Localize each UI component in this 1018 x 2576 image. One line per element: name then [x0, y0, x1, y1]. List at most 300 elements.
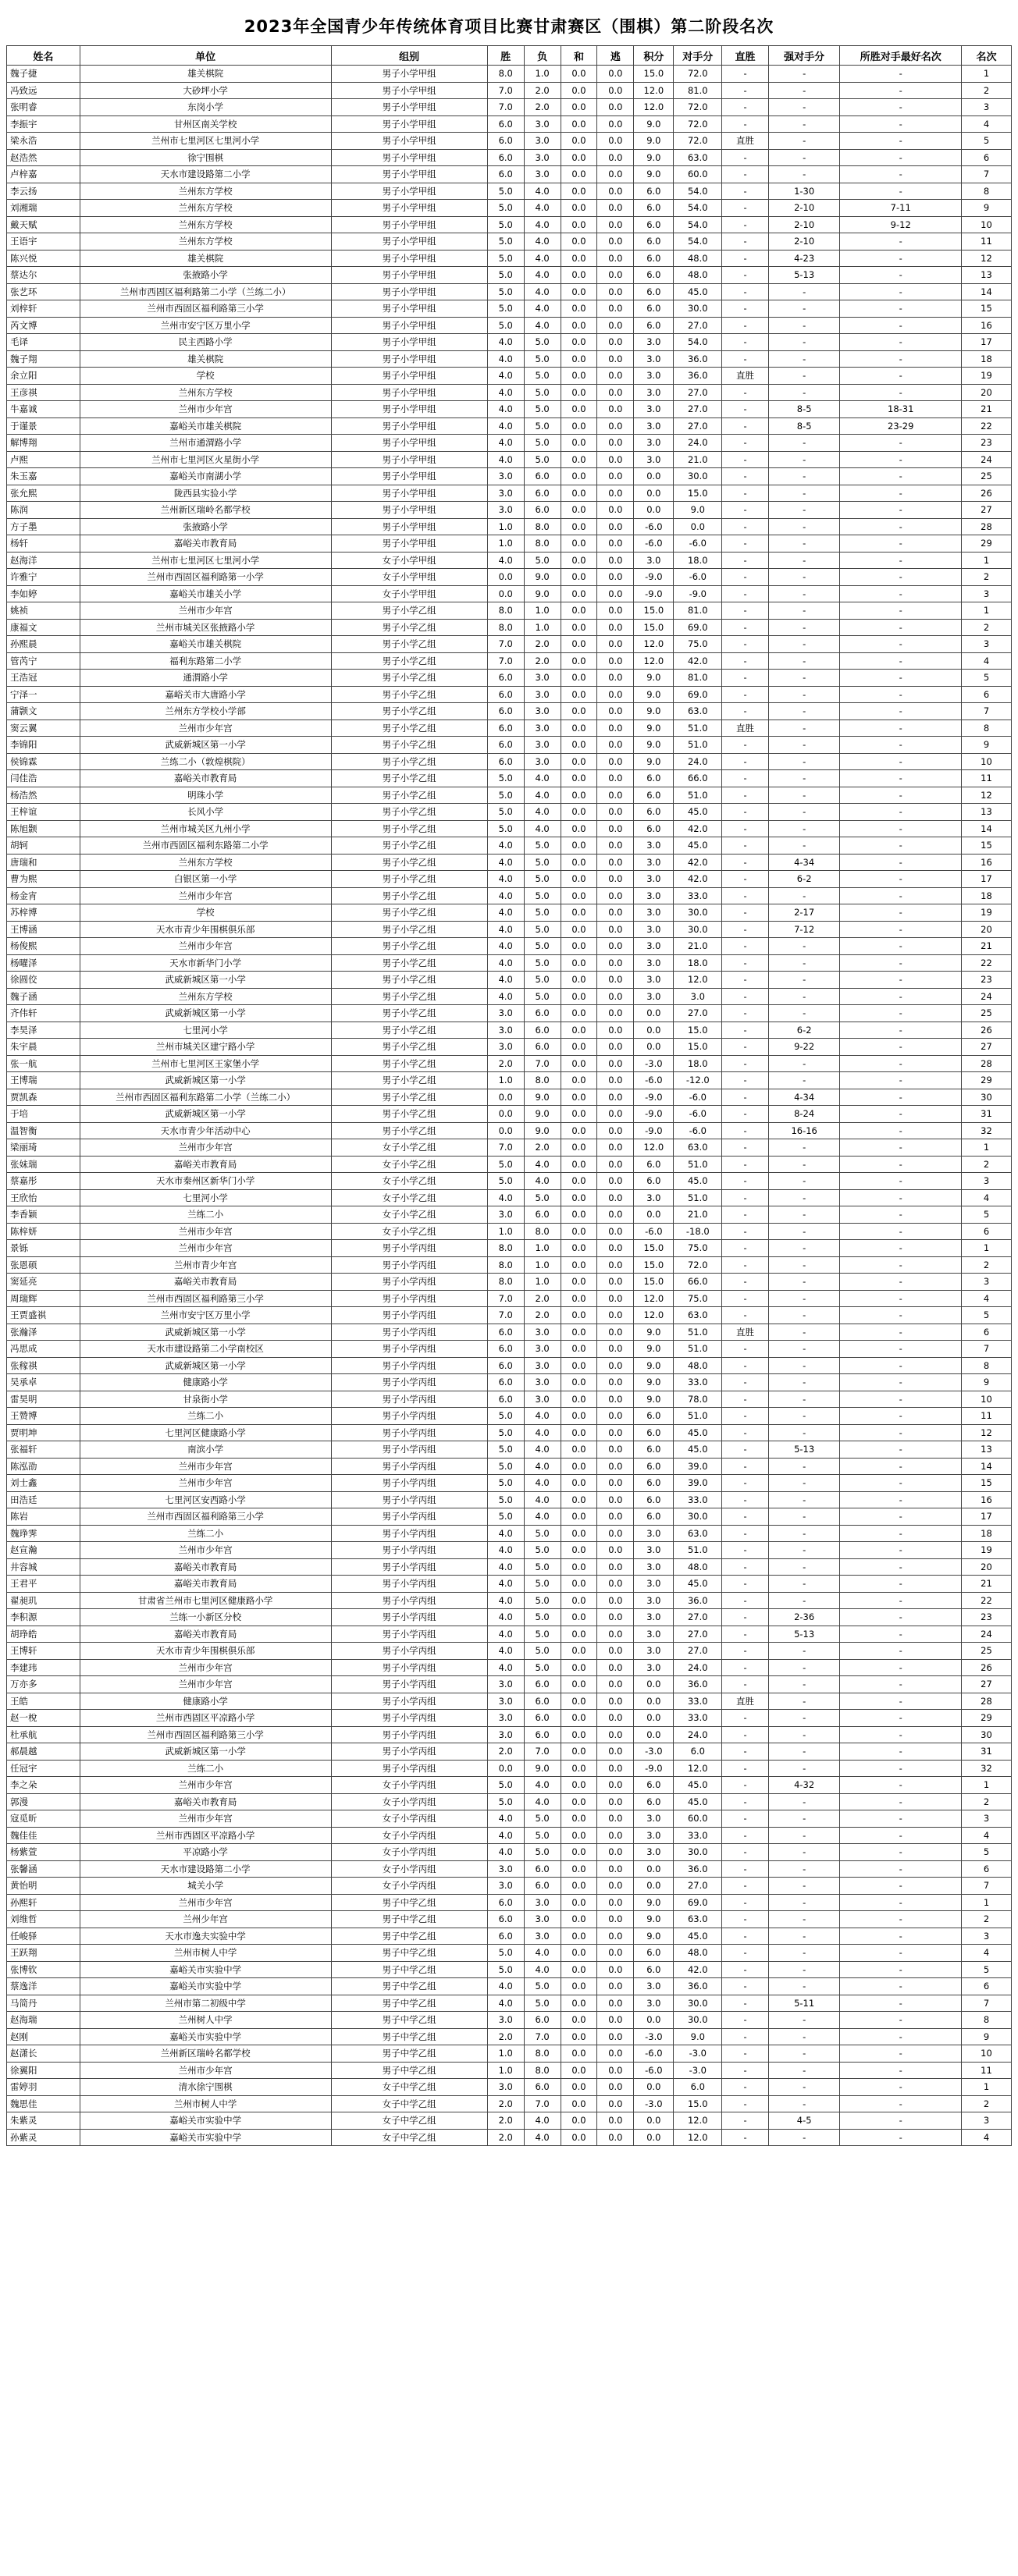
cell-head-to-head: - [722, 1576, 769, 1593]
cell-rank: 2 [962, 2095, 1012, 2112]
table-row [7, 1072, 1012, 1089]
cell-group: 男子小学丙组 [331, 1643, 487, 1660]
cell-rank: 25 [962, 1005, 1012, 1022]
cell-losses: 9.0 [524, 1122, 561, 1139]
cell-group: 男子小学甲组 [331, 368, 487, 385]
cell-points: 3.0 [634, 350, 674, 368]
table-row [7, 619, 1012, 636]
column-header: 直胜 [722, 46, 769, 66]
cell-opponent-score: 33.0 [674, 1374, 722, 1391]
cell-wins: 3.0 [487, 2012, 524, 2029]
cell-head-to-head: - [722, 384, 769, 401]
cell-losses: 2.0 [524, 652, 561, 670]
cell-draws: 0.0 [561, 1592, 597, 1609]
cell-opponent-score: -6.0 [674, 1106, 722, 1123]
cell-name: 管芮宁 [7, 652, 80, 670]
table-row [7, 686, 1012, 703]
cell-opponent-score: 21.0 [674, 938, 722, 955]
cell-wins: 4.0 [487, 435, 524, 452]
cell-losses: 7.0 [524, 1055, 561, 1072]
cell-head-to-head: - [722, 837, 769, 855]
cell-strong-opponent-score: - [768, 1860, 840, 1878]
cell-group: 男子小学乙组 [331, 753, 487, 770]
cell-opponent-score: 12.0 [674, 972, 722, 989]
cell-rank: 25 [962, 1643, 1012, 1660]
cell-strong-opponent-score: - [768, 1592, 840, 1609]
cell-unit: 天水市青少年围棋俱乐部 [80, 1643, 331, 1660]
cell-name: 苏梓博 [7, 904, 80, 922]
table-row [7, 1978, 1012, 1995]
cell-draws: 0.0 [561, 619, 597, 636]
cell-wins: 5.0 [487, 1961, 524, 1978]
cell-draws: 0.0 [561, 384, 597, 401]
cell-name: 姚祯 [7, 602, 80, 620]
cell-draws: 0.0 [561, 300, 597, 318]
cell-group: 女子小学乙组 [331, 1173, 487, 1190]
cell-losses: 4.0 [524, 770, 561, 787]
cell-draws: 0.0 [561, 854, 597, 871]
cell-name: 马简丹 [7, 1995, 80, 2012]
cell-group: 男子小学乙组 [331, 854, 487, 871]
cell-head-to-head: - [722, 1408, 769, 1425]
cell-draws: 0.0 [561, 1357, 597, 1374]
cell-best-defeated-rank: - [840, 1424, 962, 1441]
cell-losses: 4.0 [524, 1945, 561, 1962]
cell-rank: 1 [962, 2079, 1012, 2096]
cell-best-defeated-rank: - [840, 636, 962, 653]
cell-unit: 大砂坪小学 [80, 82, 331, 99]
cell-name: 刘梓轩 [7, 300, 80, 318]
cell-group: 男子小学乙组 [331, 670, 487, 687]
cell-unit: 武威新城区第一小学 [80, 1324, 331, 1341]
column-header: 姓名 [7, 46, 80, 66]
cell-wins: 5.0 [487, 267, 524, 284]
cell-strong-opponent-score: - [768, 502, 840, 519]
cell-forfeits: 0.0 [597, 350, 634, 368]
cell-wins: 4.0 [487, 368, 524, 385]
cell-head-to-head: - [722, 1022, 769, 1039]
cell-unit: 兰州市西固区福利东路第二小学（兰练二小） [80, 1089, 331, 1106]
cell-opponent-score: 33.0 [674, 1827, 722, 1844]
cell-name: 景铄 [7, 1240, 80, 1257]
cell-points: -6.0 [634, 518, 674, 535]
cell-points: 6.0 [634, 1491, 674, 1508]
cell-rank: 3 [962, 1928, 1012, 1945]
cell-name: 贾明坤 [7, 1424, 80, 1441]
cell-head-to-head: - [722, 1424, 769, 1441]
cell-unit: 兰州新区瑞岭名都学校 [80, 2045, 331, 2063]
cell-wins: 6.0 [487, 1374, 524, 1391]
cell-opponent-score: 45.0 [674, 1576, 722, 1593]
cell-head-to-head: - [722, 954, 769, 972]
cell-strong-opponent-score: - [768, 451, 840, 468]
table-row [7, 2012, 1012, 2029]
cell-losses: 3.0 [524, 115, 561, 133]
cell-rank: 6 [962, 1324, 1012, 1341]
cell-draws: 0.0 [561, 2079, 597, 2096]
cell-draws: 0.0 [561, 1256, 597, 1274]
cell-best-defeated-rank: - [840, 1475, 962, 1492]
column-header: 组别 [331, 46, 487, 66]
cell-name: 赵海洋 [7, 552, 80, 569]
cell-rank: 9 [962, 737, 1012, 754]
cell-strong-opponent-score: - [768, 1173, 840, 1190]
cell-losses: 5.0 [524, 1525, 561, 1542]
cell-points: 3.0 [634, 954, 674, 972]
cell-name: 蔡逸洋 [7, 1978, 80, 1995]
cell-unit: 雄关棋院 [80, 250, 331, 267]
cell-opponent-score: 15.0 [674, 485, 722, 502]
cell-group: 男子小学乙组 [331, 636, 487, 653]
cell-best-defeated-rank: - [840, 82, 962, 99]
cell-unit: 七里河区健康路小学 [80, 1424, 331, 1441]
cell-losses: 4.0 [524, 1777, 561, 1794]
cell-name: 田浩廷 [7, 1491, 80, 1508]
cell-head-to-head: - [722, 233, 769, 250]
cell-group: 男子中学乙组 [331, 2028, 487, 2045]
cell-strong-opponent-score: - [768, 703, 840, 720]
cell-losses: 5.0 [524, 854, 561, 871]
cell-wins: 1.0 [487, 535, 524, 553]
table-row [7, 1139, 1012, 1157]
cell-points: 6.0 [634, 1408, 674, 1425]
cell-rank: 3 [962, 1810, 1012, 1828]
cell-unit: 兰州东方学校 [80, 183, 331, 200]
cell-rank: 8 [962, 2012, 1012, 2029]
cell-opponent-score: 48.0 [674, 1357, 722, 1374]
cell-points: 9.0 [634, 737, 674, 754]
cell-strong-opponent-score: - [768, 2062, 840, 2079]
table-row [7, 1576, 1012, 1593]
cell-opponent-score: 54.0 [674, 183, 722, 200]
cell-draws: 0.0 [561, 350, 597, 368]
cell-wins: 4.0 [487, 552, 524, 569]
cell-draws: 0.0 [561, 1860, 597, 1878]
cell-best-defeated-rank: - [840, 2079, 962, 2096]
cell-best-defeated-rank: - [840, 887, 962, 904]
cell-strong-opponent-score: - [768, 1357, 840, 1374]
cell-unit: 兰州市七里河区七里河小学 [80, 552, 331, 569]
cell-strong-opponent-score: - [768, 1240, 840, 1257]
cell-points: 3.0 [634, 552, 674, 569]
table-row [7, 804, 1012, 821]
cell-strong-opponent-score: - [768, 1676, 840, 1693]
cell-draws: 0.0 [561, 1274, 597, 1291]
cell-forfeits: 0.0 [597, 149, 634, 166]
cell-draws: 0.0 [561, 2012, 597, 2029]
cell-opponent-score: 30.0 [674, 921, 722, 938]
table-row [7, 1089, 1012, 1106]
cell-opponent-score: 27.0 [674, 1626, 722, 1643]
column-header: 对手分 [674, 46, 722, 66]
table-row [7, 1341, 1012, 1358]
cell-rank: 13 [962, 1441, 1012, 1459]
cell-wins: 6.0 [487, 720, 524, 737]
cell-name: 魏子翔 [7, 350, 80, 368]
column-header: 强对手分 [768, 46, 840, 66]
cell-unit: 雄关棋院 [80, 350, 331, 368]
cell-rank: 5 [962, 1307, 1012, 1324]
cell-best-defeated-rank: - [840, 149, 962, 166]
cell-points: 3.0 [634, 384, 674, 401]
table-row [7, 670, 1012, 687]
cell-name: 徐翼阳 [7, 2062, 80, 2079]
cell-rank: 24 [962, 1626, 1012, 1643]
table-row [7, 737, 1012, 754]
cell-unit: 嘉峪关市雄关棋院 [80, 636, 331, 653]
cell-strong-opponent-score: - [768, 485, 840, 502]
cell-draws: 0.0 [561, 1408, 597, 1425]
cell-rank: 30 [962, 1726, 1012, 1743]
cell-name: 康福文 [7, 619, 80, 636]
table-row [7, 1810, 1012, 1828]
cell-unit: 七里河区安西路小学 [80, 1491, 331, 1508]
cell-wins: 0.0 [487, 1106, 524, 1123]
cell-unit: 兰州市城关区建宁路小学 [80, 1039, 331, 1056]
table-row [7, 1206, 1012, 1224]
cell-name: 李之朵 [7, 1777, 80, 1794]
cell-rank: 6 [962, 1978, 1012, 1995]
cell-opponent-score: 51.0 [674, 720, 722, 737]
cell-opponent-score: 81.0 [674, 670, 722, 687]
cell-best-defeated-rank: - [840, 1391, 962, 1408]
cell-strong-opponent-score: - [768, 1810, 840, 1828]
cell-best-defeated-rank: - [840, 1374, 962, 1391]
cell-forfeits: 0.0 [597, 972, 634, 989]
cell-points: 6.0 [634, 1793, 674, 1810]
cell-forfeits: 0.0 [597, 988, 634, 1005]
table-row [7, 1122, 1012, 1139]
table-row [7, 1760, 1012, 1777]
cell-group: 男子小学乙组 [331, 820, 487, 837]
cell-head-to-head: - [722, 921, 769, 938]
cell-head-to-head: - [722, 535, 769, 553]
cell-points: 3.0 [634, 1576, 674, 1593]
cell-wins: 3.0 [487, 485, 524, 502]
cell-best-defeated-rank: - [840, 435, 962, 452]
table-row [7, 1491, 1012, 1508]
cell-forfeits: 0.0 [597, 183, 634, 200]
table-row [7, 166, 1012, 183]
cell-wins: 4.0 [487, 854, 524, 871]
cell-draws: 0.0 [561, 686, 597, 703]
cell-head-to-head: - [722, 283, 769, 300]
cell-forfeits: 0.0 [597, 1609, 634, 1626]
cell-best-defeated-rank: - [840, 1240, 962, 1257]
cell-draws: 0.0 [561, 166, 597, 183]
cell-head-to-head: - [722, 1894, 769, 1911]
cell-draws: 0.0 [561, 1726, 597, 1743]
cell-rank: 28 [962, 1055, 1012, 1072]
cell-unit: 兰练一小新区分校 [80, 1609, 331, 1626]
cell-best-defeated-rank: - [840, 502, 962, 519]
cell-forfeits: 0.0 [597, 216, 634, 233]
cell-head-to-head: - [722, 1491, 769, 1508]
cell-losses: 6.0 [524, 502, 561, 519]
cell-draws: 0.0 [561, 233, 597, 250]
cell-forfeits: 0.0 [597, 1206, 634, 1224]
cell-forfeits: 0.0 [597, 670, 634, 687]
cell-strong-opponent-score: 5-13 [768, 1626, 840, 1643]
cell-wins: 2.0 [487, 2095, 524, 2112]
cell-opponent-score: 45.0 [674, 1441, 722, 1459]
table-row [7, 1189, 1012, 1206]
cell-group: 男子小学甲组 [331, 149, 487, 166]
cell-losses: 5.0 [524, 1659, 561, 1676]
cell-losses: 5.0 [524, 938, 561, 955]
cell-forfeits: 0.0 [597, 115, 634, 133]
cell-head-to-head: - [722, 1391, 769, 1408]
cell-strong-opponent-score: - [768, 686, 840, 703]
cell-best-defeated-rank: - [840, 988, 962, 1005]
cell-wins: 4.0 [487, 417, 524, 435]
table-body [7, 66, 1012, 2146]
cell-wins: 3.0 [487, 1676, 524, 1693]
cell-draws: 0.0 [561, 1894, 597, 1911]
cell-unit: 嘉峪关市教育局 [80, 1558, 331, 1576]
cell-rank: 10 [962, 753, 1012, 770]
cell-forfeits: 0.0 [597, 1760, 634, 1777]
cell-draws: 0.0 [561, 552, 597, 569]
cell-unit: 兰州市西固区平凉路小学 [80, 1827, 331, 1844]
cell-best-defeated-rank: - [840, 703, 962, 720]
cell-unit: 兰州市少年宫 [80, 1659, 331, 1676]
cell-best-defeated-rank: 23-29 [840, 417, 962, 435]
cell-forfeits: 0.0 [597, 753, 634, 770]
cell-name: 郭漫 [7, 1793, 80, 1810]
cell-head-to-head: - [722, 300, 769, 318]
cell-losses: 4.0 [524, 804, 561, 821]
cell-wins: 8.0 [487, 1240, 524, 1257]
cell-head-to-head: - [722, 1542, 769, 1559]
cell-name: 孙熙轩 [7, 1894, 80, 1911]
cell-name: 王跃翔 [7, 1945, 80, 1962]
cell-name: 窦延亮 [7, 1274, 80, 1291]
cell-unit: 武威新城区第一小学 [80, 1106, 331, 1123]
cell-name: 王博轩 [7, 1643, 80, 1660]
cell-rank: 2 [962, 569, 1012, 586]
cell-strong-opponent-score: - [768, 619, 840, 636]
cell-losses: 3.0 [524, 133, 561, 150]
cell-losses: 3.0 [524, 149, 561, 166]
cell-draws: 0.0 [561, 670, 597, 687]
cell-points: 6.0 [634, 1945, 674, 1962]
cell-losses: 4.0 [524, 1424, 561, 1441]
cell-points: 6.0 [634, 1961, 674, 1978]
cell-unit: 兰州市七里河区王家堡小学 [80, 1055, 331, 1072]
cell-points: 3.0 [634, 334, 674, 351]
cell-losses: 5.0 [524, 417, 561, 435]
cell-group: 女子小学丙组 [331, 1827, 487, 1844]
cell-strong-opponent-score: - [768, 652, 840, 670]
cell-losses: 6.0 [524, 1878, 561, 1895]
cell-opponent-score: 72.0 [674, 66, 722, 83]
cell-points: 0.0 [634, 2129, 674, 2146]
cell-unit: 天水市青少年活动中心 [80, 1122, 331, 1139]
cell-points: 3.0 [634, 401, 674, 418]
cell-losses: 6.0 [524, 1693, 561, 1710]
cell-head-to-head: - [722, 737, 769, 754]
cell-rank: 22 [962, 1592, 1012, 1609]
cell-name: 王贾盛祺 [7, 1307, 80, 1324]
cell-name: 李如婷 [7, 585, 80, 602]
cell-name: 闫佳浩 [7, 770, 80, 787]
cell-wins: 2.0 [487, 1055, 524, 1072]
cell-best-defeated-rank: - [840, 1156, 962, 1173]
cell-wins: 4.0 [487, 451, 524, 468]
cell-group: 男子小学丙组 [331, 1659, 487, 1676]
cell-points: -3.0 [634, 2028, 674, 2045]
cell-opponent-score: 66.0 [674, 770, 722, 787]
cell-name: 任冠宇 [7, 1760, 80, 1777]
cell-points: 9.0 [634, 670, 674, 687]
table-row [7, 1022, 1012, 1039]
cell-draws: 0.0 [561, 1609, 597, 1626]
cell-rank: 3 [962, 585, 1012, 602]
cell-best-defeated-rank: - [840, 1894, 962, 1911]
table-row [7, 854, 1012, 871]
cell-strong-opponent-score: - [768, 1223, 840, 1240]
cell-losses: 7.0 [524, 1743, 561, 1761]
cell-points: 15.0 [634, 602, 674, 620]
cell-losses: 8.0 [524, 1072, 561, 1089]
cell-head-to-head: - [722, 1055, 769, 1072]
cell-name: 王梓谊 [7, 804, 80, 821]
cell-group: 男子小学乙组 [331, 770, 487, 787]
cell-wins: 5.0 [487, 317, 524, 334]
cell-draws: 0.0 [561, 1542, 597, 1559]
cell-rank: 26 [962, 1659, 1012, 1676]
cell-group: 男子小学甲组 [331, 485, 487, 502]
cell-best-defeated-rank: - [840, 820, 962, 837]
cell-wins: 4.0 [487, 954, 524, 972]
cell-best-defeated-rank: - [840, 1576, 962, 1593]
cell-points: 6.0 [634, 233, 674, 250]
cell-strong-opponent-score: - [768, 1710, 840, 1727]
cell-head-to-head: - [722, 317, 769, 334]
cell-strong-opponent-score: - [768, 368, 840, 385]
cell-unit: 张掖路小学 [80, 267, 331, 284]
cell-points: 9.0 [634, 1341, 674, 1358]
cell-opponent-score: 30.0 [674, 1844, 722, 1861]
cell-forfeits: 0.0 [597, 451, 634, 468]
cell-losses: 8.0 [524, 2062, 561, 2079]
cell-points: -9.0 [634, 569, 674, 586]
cell-group: 男子小学丙组 [331, 1274, 487, 1291]
table-row [7, 2045, 1012, 2063]
table-row [7, 300, 1012, 318]
cell-head-to-head: - [722, 1106, 769, 1123]
cell-opponent-score: 39.0 [674, 1475, 722, 1492]
cell-forfeits: 0.0 [597, 938, 634, 955]
cell-strong-opponent-score: - [768, 1576, 840, 1593]
cell-draws: 0.0 [561, 451, 597, 468]
cell-head-to-head: - [722, 1961, 769, 1978]
cell-losses: 5.0 [524, 1978, 561, 1995]
cell-name: 杨曜泽 [7, 954, 80, 972]
cell-name: 赵宣瀚 [7, 1542, 80, 1559]
cell-opponent-score: 36.0 [674, 350, 722, 368]
cell-strong-opponent-score: - [768, 804, 840, 821]
cell-group: 男子小学丙组 [331, 1609, 487, 1626]
cell-losses: 6.0 [524, 1710, 561, 1727]
cell-opponent-score: -6.0 [674, 535, 722, 553]
cell-opponent-score: 6.0 [674, 2079, 722, 2096]
cell-unit: 兰州市少年宫 [80, 1810, 331, 1828]
table-row [7, 1391, 1012, 1408]
cell-rank: 15 [962, 1475, 1012, 1492]
cell-opponent-score: 45.0 [674, 1793, 722, 1810]
